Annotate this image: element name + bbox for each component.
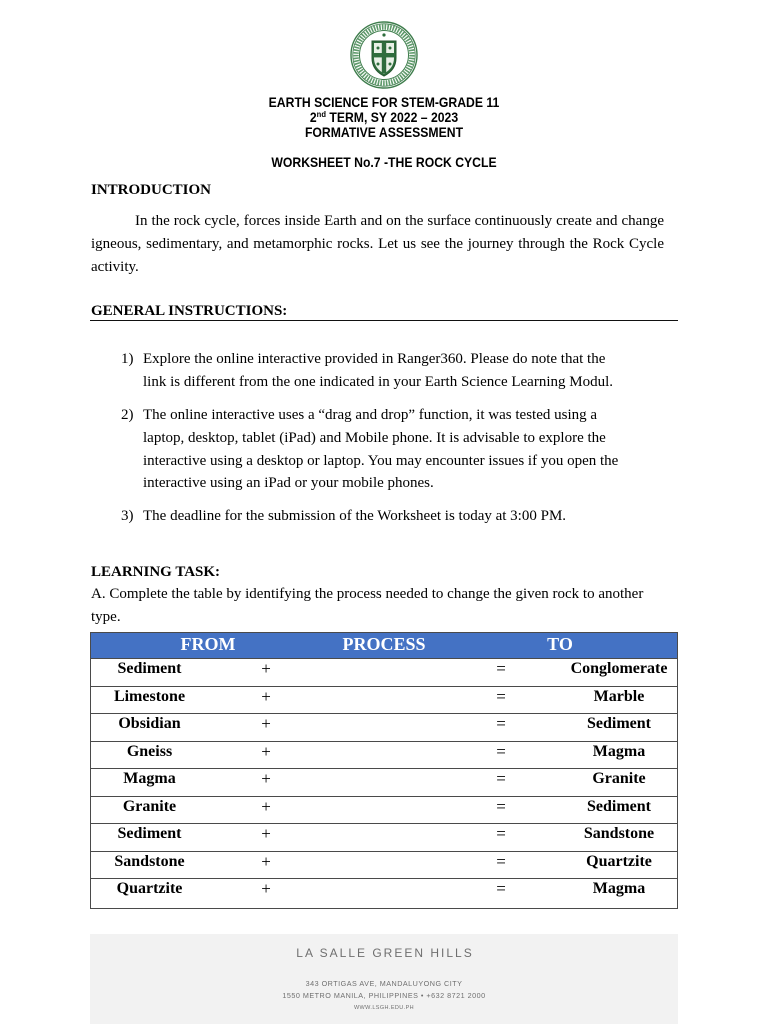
process-blank-cell xyxy=(291,852,476,876)
term-number: 2 xyxy=(309,109,317,125)
process-blank-cell xyxy=(291,824,476,848)
process-blank-cell xyxy=(291,769,476,793)
equals-sign: = xyxy=(496,879,506,898)
equals-sign: = xyxy=(496,659,506,678)
to-rock-cell: Sediment xyxy=(587,715,651,732)
to-rock-cell: Conglomerate xyxy=(570,660,668,677)
table-row xyxy=(91,878,677,908)
plus-sign: + xyxy=(261,879,271,898)
to-rock-cell: Sandstone xyxy=(583,825,655,842)
process-blank-cell xyxy=(291,714,476,738)
header-from: FROM xyxy=(180,634,236,654)
to-rock-cell: Magma xyxy=(592,742,646,760)
section-divider xyxy=(90,320,678,321)
to-rock-cell: Quartzite xyxy=(586,852,652,870)
introduction-line: In the rock cycle, forces inside Earth and on the surface continuously create and change xyxy=(135,213,664,229)
from-rock-cell: Magma xyxy=(123,770,176,787)
from-rock-cell: Obsidian xyxy=(118,715,181,732)
process-blank-cell xyxy=(291,659,476,683)
to-rock-cell: Marble xyxy=(593,687,645,705)
seal-dot xyxy=(389,47,392,50)
assessment-title: FORMATIVE ASSESSMENT xyxy=(304,124,464,140)
from-rock-cell: Sandstone xyxy=(114,852,185,870)
instruction-line: The deadline for the submission of the Worksheet is today at 3:00 PM. xyxy=(143,508,567,524)
seal-dot xyxy=(377,63,380,66)
table-header-row xyxy=(91,633,677,658)
from-rock-cell: Gneiss xyxy=(126,742,173,760)
instruction-line: interactive using an iPad or your mobile phones. xyxy=(143,475,434,491)
learning-task-heading: LEARNING TASK: xyxy=(91,564,221,580)
from-rock-cell: Limestone xyxy=(113,687,186,705)
footer-address-line: 343 ORTIGAS AVE, MANDALUYONG CITY xyxy=(305,979,463,988)
equals-sign: = xyxy=(496,686,506,706)
equals-sign: = xyxy=(496,769,506,788)
from-rock-cell: Quartzite xyxy=(116,880,183,897)
instruction-line: The online interactive uses a “drag and drop” function, it was tested using a xyxy=(143,407,598,423)
course-title: EARTH SCIENCE FOR STEM-GRADE 11 xyxy=(268,94,500,110)
process-blank-cell xyxy=(291,742,476,766)
footer-school-name: LA SALLE GREEN HILLS xyxy=(296,946,474,960)
seal-star xyxy=(382,33,385,36)
table-row xyxy=(91,686,677,714)
term-text: TERM, SY 2022 – 2023 xyxy=(329,109,459,125)
to-rock-cell: Magma xyxy=(592,880,646,897)
task-instruction-line: A. Complete the table by identifying the process needed to change the given rock to another xyxy=(91,586,644,602)
table-row xyxy=(91,658,677,686)
rock-process-table xyxy=(90,632,678,909)
from-rock-cell: Sediment xyxy=(117,660,182,677)
table-row xyxy=(91,823,677,851)
table-row xyxy=(91,768,677,796)
instruction-number: 2) xyxy=(121,407,134,423)
introduction-line: igneous, sedimentary, and metamorphic rocks. Let us see the journey through the Rock Cycle xyxy=(91,236,664,252)
footer-website: WWW.LSGH.EDU.PH xyxy=(353,1005,415,1011)
instruction-line: link is different from the one indicated in your Earth Science Learning Modul. xyxy=(143,374,614,390)
table-row xyxy=(91,851,677,879)
header-to: TO xyxy=(547,634,573,654)
to-rock-cell: Sediment xyxy=(587,797,651,815)
instructions-heading: GENERAL INSTRUCTIONS: xyxy=(91,303,288,319)
table-row xyxy=(91,796,677,824)
equals-sign: = xyxy=(496,851,506,871)
introduction-heading: INTRODUCTION xyxy=(91,182,212,198)
instruction-line: laptop, desktop, tablet (iPad) and Mobile phone. It is advisable to explore the xyxy=(143,430,606,446)
plus-sign: + xyxy=(261,769,271,788)
term-ordinal-suffix: nd xyxy=(316,108,326,119)
seal-dot xyxy=(377,47,380,50)
table-body xyxy=(91,633,677,908)
instruction-line: interactive using a desktop or laptop. You may encounter issues if you open the xyxy=(143,453,619,469)
process-blank-cell xyxy=(291,687,476,711)
process-blank-cell xyxy=(291,879,476,903)
plus-sign: + xyxy=(261,851,271,871)
plus-sign: + xyxy=(261,714,271,733)
plus-sign: + xyxy=(261,824,271,843)
introduction-line: activity. xyxy=(91,259,139,275)
header-process: PROCESS xyxy=(342,634,426,654)
process-blank-cell xyxy=(291,797,476,821)
equals-sign: = xyxy=(496,824,506,843)
instruction-line: Explore the online interactive provided in Ranger360. Please do note that the xyxy=(143,351,606,367)
table-row xyxy=(91,741,677,769)
plus-sign: + xyxy=(261,659,271,678)
instruction-number: 3) xyxy=(121,508,134,524)
seal-cross-vertical xyxy=(382,43,386,73)
plus-sign: + xyxy=(261,741,271,761)
school-seal-logo xyxy=(349,19,419,91)
footer-address-line: 1550 METRO MANILA, PHILIPPINES • +632 8721 2000 xyxy=(282,991,486,1000)
seal-dot xyxy=(389,63,392,66)
instruction-number: 1) xyxy=(121,351,134,367)
equals-sign: = xyxy=(496,741,506,761)
seal-cross-horizontal xyxy=(374,53,394,57)
from-rock-cell: Sediment xyxy=(117,825,182,842)
worksheet-title: WORKSHEET No.7 -THE ROCK CYCLE xyxy=(271,154,497,170)
equals-sign: = xyxy=(496,796,506,816)
from-rock-cell: Granite xyxy=(122,797,177,815)
plus-sign: + xyxy=(261,686,271,706)
term-line xyxy=(44,110,724,125)
to-rock-cell: Granite xyxy=(592,770,646,787)
task-instruction-line: type. xyxy=(91,609,121,625)
table-row xyxy=(91,713,677,741)
equals-sign: = xyxy=(496,714,506,733)
plus-sign: + xyxy=(261,796,271,816)
